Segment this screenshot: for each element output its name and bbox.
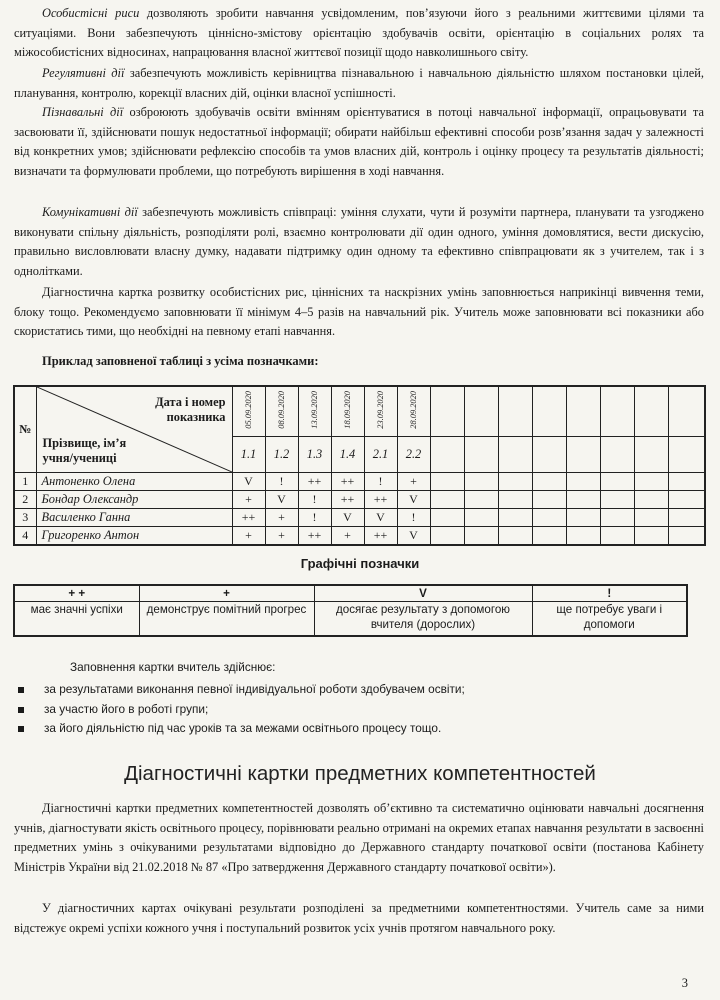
empty-cell [634, 437, 668, 473]
empty-cell [430, 491, 464, 509]
empty-cell [498, 509, 532, 527]
mark-cell: ++ [232, 509, 265, 527]
empty-cell [566, 386, 600, 437]
mark-cell: ! [397, 509, 430, 527]
legend-description: має значні успіхи [14, 602, 139, 637]
empty-cell [464, 491, 498, 509]
student-name: Антоненко Олена [36, 473, 232, 491]
legend-title: Графічні позначки [300, 556, 420, 571]
indicator-header: 1.3 [298, 437, 331, 473]
date-header: 28.09.2020 [397, 386, 430, 437]
square-bullet-icon [18, 726, 24, 732]
empty-cell [668, 386, 705, 437]
table-row [14, 491, 705, 509]
mark-cell: ! [364, 473, 397, 491]
table-caption: Приклад заповненої таблиці з усіма позначками: [42, 354, 319, 368]
mark-cell: + [232, 491, 265, 509]
legend-description: демонструє помітний прогрес [139, 602, 314, 637]
empty-cell [430, 386, 464, 437]
row-number: 1 [14, 473, 36, 491]
indicator-header: 2.1 [364, 437, 397, 473]
paragraph-diagnostic-card: Діагностична картка розвитку особистісних рис, ціннісних та наскрізних умінь заповнюється наприкінці вивчення теми, блоку тощо. Рекомендуємо заповнювати її мінімум 4–5 разів на навчальний рік. Учитель може заповнювати всі показники або скористатись тими, що необхідні на певному етапі навчання. [14, 285, 704, 339]
empty-cell [634, 527, 668, 546]
paragraph-communicative-actions: Комунікативні дії забезпечують можливість співпраці: уміння слухати, чути й розуміти партнера, планувати та узгоджено виконувати спільну діяльність, розподіляти ролі, взаємно контролювати дії один одного, уміння домовлятися, вести дискусію, правильно висловлювати власну думку, надавати підтримку один одному та ефективно співпрацювати як з учителем, так і з однолітками. [14, 205, 704, 278]
mark-cell: + [265, 527, 298, 546]
date-header: 05.09.2020 [232, 386, 265, 437]
empty-cell [566, 437, 600, 473]
empty-cell [430, 509, 464, 527]
legend-symbol: + + [14, 585, 139, 602]
empty-cell [464, 437, 498, 473]
legend-description: досягає результату з допомогою вчителя (дорослих) [314, 602, 532, 637]
header-date-indicator: Дата і номер показника [155, 395, 226, 424]
empty-cell [600, 527, 634, 546]
empty-cell [566, 509, 600, 527]
mark-cell: ++ [331, 473, 364, 491]
legend-description: ще потребує уваги і допомоги [532, 602, 687, 637]
legend-symbol: ! [532, 585, 687, 602]
empty-cell [600, 509, 634, 527]
paragraph-regulatory-actions: Регулятивні дії забезпечують можливість керівництва пізнавальною і навчальною діяльністю шляхом постановки цілей, планування, контролю, корекції власних дій, оцінки власної успішності. [14, 66, 705, 100]
progress-table [13, 385, 706, 546]
empty-cell [668, 473, 705, 491]
mark-cell: V [331, 509, 364, 527]
empty-cell [600, 386, 634, 437]
row-number: 3 [14, 509, 36, 527]
mark-cell: ++ [298, 473, 331, 491]
list-item: за участю його в роботі групи; [14, 700, 465, 720]
empty-cell [668, 527, 705, 546]
square-bullet-icon [18, 687, 24, 693]
list-item: за його діяльністю під час уроків та за межами освітнього процесу тощо. [14, 719, 465, 739]
mark-cell: ! [265, 473, 298, 491]
legend-symbol: V [314, 585, 532, 602]
table-row [14, 509, 705, 527]
mark-cell: V [232, 473, 265, 491]
square-bullet-icon [18, 707, 24, 713]
empty-cell [498, 473, 532, 491]
empty-cell [600, 437, 634, 473]
empty-cell [566, 491, 600, 509]
legend-table [13, 584, 688, 637]
list-item: за результатами виконання певної індивідуальної роботи здобувачем освіти; [14, 680, 465, 700]
date-header: 13.09.2020 [298, 386, 331, 437]
empty-cell [464, 509, 498, 527]
empty-cell [634, 491, 668, 509]
indicator-header: 1.1 [232, 437, 265, 473]
paragraph-cognitive-actions: Пізнавальні дії озброюють здобувачів освіти вмінням орієнтуватися в потоці навчальної інформації, опрацьовувати та засвоювати її, здійснювати пошук недостатньої інформації; обирати найбільш ефективні способи розв’язання задач у залежності від конкретних умов; здійснювати рефлексію способів та умов власних дій, контроль і оцінку процесу та результатів діяльності; визначати та формулювати проблеми, що потребують вирішення в ході навчання. [14, 105, 704, 178]
page-number: 3 [681, 976, 688, 990]
mark-cell: ++ [364, 491, 397, 509]
table-row [14, 473, 705, 491]
empty-cell [566, 527, 600, 546]
empty-cell [430, 527, 464, 546]
empty-cell [600, 473, 634, 491]
empty-cell [464, 473, 498, 491]
student-name: Василенко Ганна [36, 509, 232, 527]
section-paragraph: У діагностичних картах очікувані результати розподілені за предметними компетентностями. Учитель саме за ними відстежує окремі успіхи кожного учня і поступальний розвиток усіх учнів протягом навчального року. [14, 901, 704, 935]
progress-table-body [14, 473, 705, 546]
empty-cell [668, 491, 705, 509]
mark-cell: ++ [331, 491, 364, 509]
mark-cell: ++ [364, 527, 397, 546]
empty-cell [464, 386, 498, 437]
mark-cell: + [265, 509, 298, 527]
section-title: Діагностичні картки предметних компетентностей [124, 762, 596, 785]
student-name: Григоренко Антон [36, 527, 232, 546]
empty-cell [498, 386, 532, 437]
mark-cell: V [364, 509, 397, 527]
legend-symbol: + [139, 585, 314, 602]
empty-cell [634, 473, 668, 491]
empty-cell [668, 437, 705, 473]
diagonal-header-cell [36, 386, 232, 473]
empty-cell [498, 437, 532, 473]
mark-cell: ! [298, 491, 331, 509]
date-header: 08.09.2020 [265, 386, 298, 437]
empty-cell [498, 527, 532, 546]
mark-cell: V [265, 491, 298, 509]
empty-cell [566, 473, 600, 491]
empty-cell [668, 509, 705, 527]
empty-cell [430, 473, 464, 491]
empty-cell [532, 473, 566, 491]
mark-cell: ++ [298, 527, 331, 546]
empty-cell [498, 491, 532, 509]
row-number: 4 [14, 527, 36, 546]
fill-list [14, 680, 465, 739]
date-header: 18.09.2020 [331, 386, 364, 437]
mark-cell: V [397, 491, 430, 509]
empty-cell [532, 491, 566, 509]
paragraph-personal-traits: Особистісні риси дозволяють зробити навчання усвідомленим, пов’язуючи його з реальними життєвими цілями та ситуаціями. Вони забезпечують ціннісно-змістову орієнтацію здобувачів освіти, орієнтацію в соціальних ролях та міжособистісних відносинах, напрацювання власної життєвої позиції щодо навколишнього світу. [14, 6, 704, 60]
mark-cell: + [397, 473, 430, 491]
empty-cell [464, 527, 498, 546]
date-header: 23.09.2020 [364, 386, 397, 437]
empty-cell [600, 491, 634, 509]
header-student-name: Прізвище, ім’я учня/учениці [42, 436, 127, 465]
mark-cell: + [232, 527, 265, 546]
indicator-header: 2.2 [397, 437, 430, 473]
empty-cell [532, 437, 566, 473]
fill-intro: Заповнення картки вчитель здійснює: [70, 660, 276, 674]
empty-cell [532, 527, 566, 546]
mark-cell: ! [298, 509, 331, 527]
row-number: 2 [14, 491, 36, 509]
section-paragraph: Діагностичні картки предметних компетентностей дозволять об’єктивно та систематично оцінювати навчальні досягнення учнів, діагностувати якість освітнього процесу, порівнювати реально отримані на окремих етапах навчання результати в засвоєнні предметних умінь з очікуваними результатами відповідно до Державного стандарту початкової освіти (постанова Кабінету Міністрів України від 21.02.2018 № 87 «Про затвердження Державного стандарту початкової освіти»). [14, 801, 704, 874]
empty-cell [532, 386, 566, 437]
table-row [14, 527, 705, 546]
mark-cell: + [331, 527, 364, 546]
empty-cell [532, 509, 566, 527]
number-column-header: № [14, 386, 36, 473]
mark-cell: V [397, 527, 430, 546]
indicator-header: 1.4 [331, 437, 364, 473]
empty-cell [634, 509, 668, 527]
student-name: Бондар Олександр [36, 491, 232, 509]
empty-cell [430, 437, 464, 473]
empty-cell [634, 386, 668, 437]
indicator-header: 1.2 [265, 437, 298, 473]
